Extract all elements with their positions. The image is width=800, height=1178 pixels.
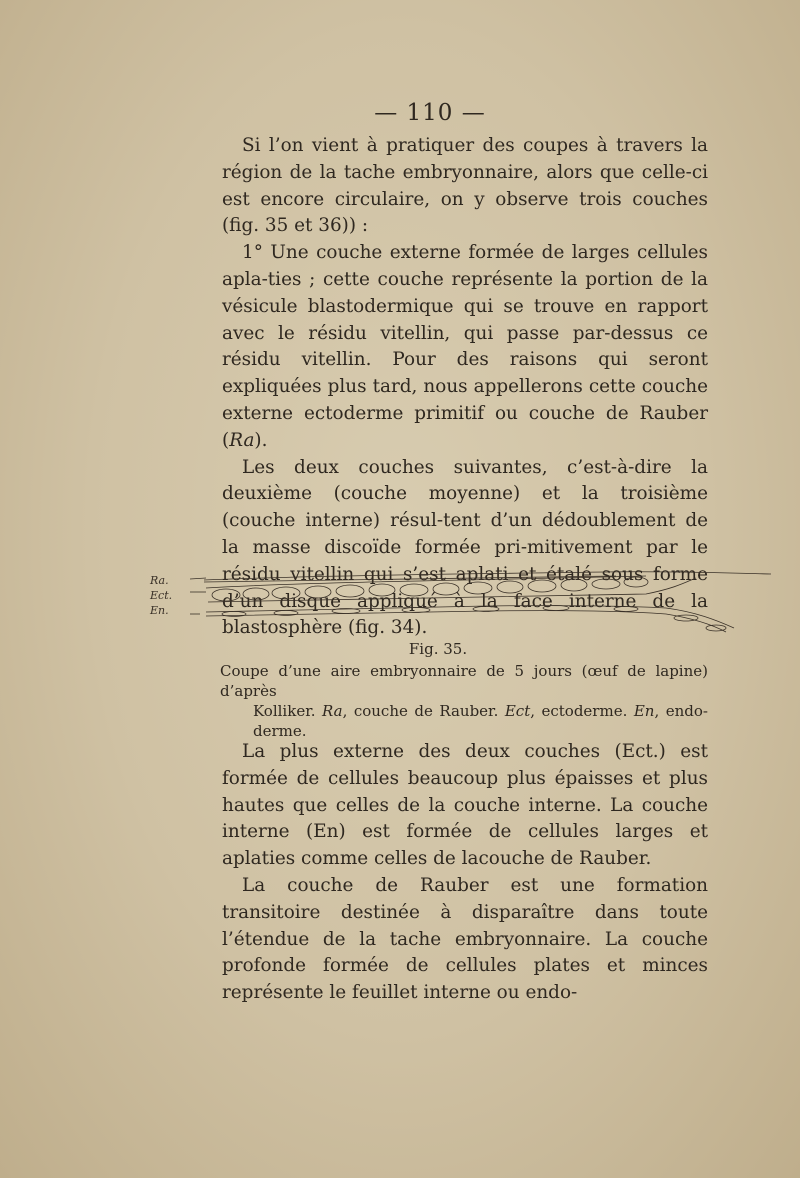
figure-label-ra: Ra. xyxy=(150,574,169,587)
text-block-top xyxy=(222,133,708,642)
caption-term-ra: Ra xyxy=(321,702,343,720)
paragraph-text: 1° Une couche externe formée de larges cellules apla-ties ; cette couche représente la portion de la vésicule blastodermique qui se trouve en rapport avec le résidu vitellin, qui passe par-dessus ce résidu vitellin. Pour des raisons qui seront expliquées plus tard, nous appellerons cette couche externe ectoderme primitif ou couche de Rauber ( xyxy=(222,242,708,451)
caption-line-2 xyxy=(220,701,708,741)
paragraph-text-end: ). xyxy=(254,429,268,451)
figure-35 xyxy=(150,568,780,638)
paragraph: Les deux couches suivantes, c’est-à-dire la deuxième (couche moyenne) et la troisième (couche interne) résul-tent d’un dédoublement de la masse discoïde formée pri-mitivement par le résidu vitellin qui s’est aplati et étalé sous forme d’un disque appliqué à la face interne de la blastosphère (fig. 34). xyxy=(222,456,708,639)
paragraph: Si l’on vient à pratiquer des coupes à travers la région de la tache embryonnaire, alors que celle-ci est encore circulaire, on y observe trois couches (fig. 35 et 36)) : xyxy=(222,135,708,237)
text-block-bottom xyxy=(222,739,708,1007)
caption-text: , couche de Rauber. xyxy=(342,702,505,720)
caption-text: , endo-derme. xyxy=(253,702,708,740)
caption-text: Kolliker. xyxy=(253,702,322,720)
paragraph: La plus externe des deux couches (Ect.) est formée de cellules beaucoup plus épaisses et plus hautes que celles de la couche interne. La couche interne (En) est formée de cellules larges et aplaties comme celles de lacouche de Rauber. xyxy=(222,741,708,870)
paragraph xyxy=(222,240,708,454)
figure-caption xyxy=(220,661,708,741)
caption-term-en: En xyxy=(633,702,655,720)
page-number: — 110 — xyxy=(374,100,486,126)
caption-text: , ectoderme. xyxy=(530,702,634,720)
figure-label-ect: Ect. xyxy=(150,589,173,602)
figure-labels xyxy=(150,574,172,619)
caption-term-ect: Ect xyxy=(504,702,531,720)
italic-term: Ra xyxy=(229,429,255,451)
embryonic-section-illustration xyxy=(186,568,776,638)
paragraph: La couche de Rauber est une formation transitoire destinée à disparaître dans toute l’étendue de la tache embryonnaire. La couche profonde formée de cellules plates et minces représente le feuillet interne ou endo- xyxy=(222,874,708,1004)
figure-label-en: En. xyxy=(150,604,169,617)
caption-line-1: Coupe d’une aire embryonnaire de 5 jours (œuf de lapine) d’après xyxy=(220,662,708,700)
figure-title: Fig. 35. xyxy=(408,640,468,658)
